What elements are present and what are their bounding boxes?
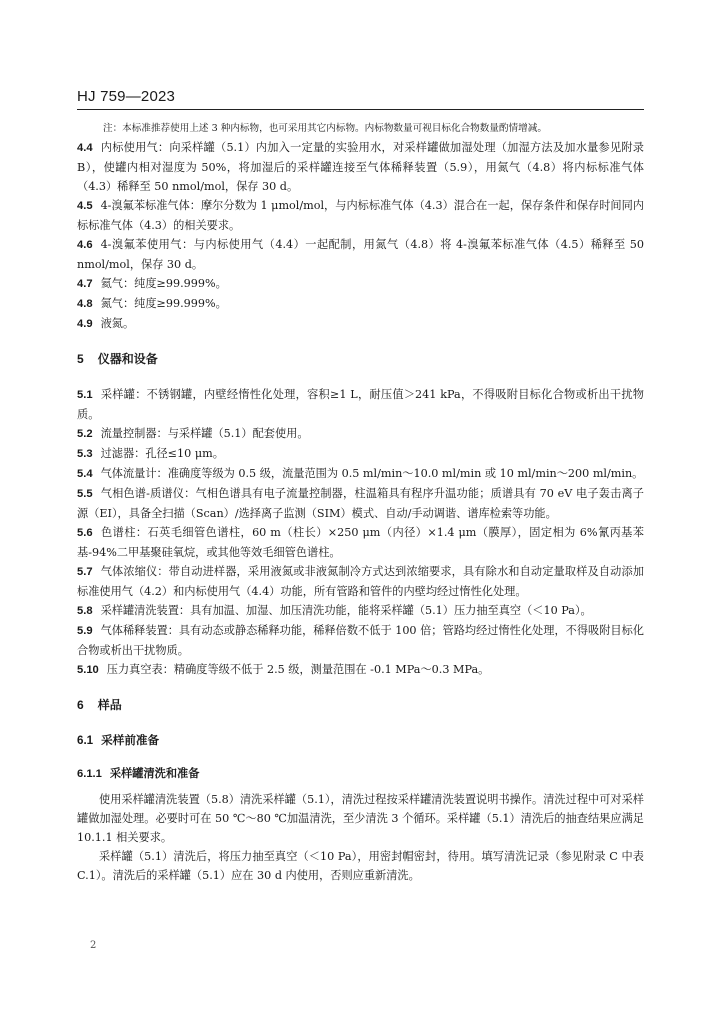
section-6-1-heading: 6.1 采样前准备: [77, 733, 160, 747]
clause-5-5: 5.5 气相色谱-质谱仪：气相色谱具有电子流量控制器，柱温箱具有程序升温功能；质谱具有 70 eV 电子轰击离子源（EI），具备全扫描（Scan）/选择离子监测（SIM）模式、自动/手动调谐、谱库检索等功能。: [77, 487, 644, 520]
clause-4-8: 4.8 氮气：纯度≥99.999%。: [77, 297, 227, 310]
standard-code: HJ 759—2023: [77, 88, 176, 105]
section-6-heading: 6 样品: [77, 698, 122, 712]
clause-5-7: 5.7 气体浓缩仪：带自动进样器，采用液氮或非液氮制冷方式达到浓缩要求，具有除水和自动定量取样及自动添加标准使用气（4.2）和内标使用气（4.4）功能，所有管路和管件的内壁均经过惰性化处理。: [77, 565, 644, 598]
clause-5-2: 5.2 流量控制器：与采样罐（5.1）配套使用。: [77, 427, 309, 440]
section-6-1-1-heading: 6.1.1 采样罐清洗和准备: [77, 767, 200, 780]
clause-4-6: 4.6 4-溴氟苯使用气：与内标使用气（4.4）一起配制，用氮气（4.8）将 4-溴氟苯标准气体（4.5）稀释至 50 nmol/mol，保存 30 d。: [77, 238, 644, 271]
clause-4-9: 4.9 液氮。: [77, 317, 135, 330]
section-5-heading: 5 仪器和设备: [77, 352, 158, 366]
clause-5-3: 5.3 过滤器：孔径≤10 μm。: [77, 447, 224, 460]
page-content: [77, 120, 644, 885]
header-divider: [77, 109, 644, 110]
clause-4-4: 4.4 内标使用气：向采样罐（5.1）内加入一定量的实验用水，对采样罐做加湿处理（加湿方法及加水量参见附录 B），使罐内相对湿度为 50%，将加湿后的采样罐连接至气体稀释装置（5.9），用氮气（4.8）将内标标准气体（4.3）稀释至 50 nmol/mol，保存 30 d。: [77, 141, 644, 193]
clause-4-7: 4.7 氦气：纯度≥99.999%。: [77, 277, 227, 290]
page-number: 2: [90, 940, 97, 951]
clause-4-5: 4.5 4-溴氟苯标准气体：摩尔分数为 1 μmol/mol，与内标标准气体（4.3）混合在一起，保存条件和保存时间同内标标准气体（4.3）的相关要求。: [77, 199, 644, 232]
note-text: 注：本标准推荐使用上述 3 种内标物，也可采用其它内标物。内标物数量可视目标化合物数量酌情增减。: [103, 123, 547, 134]
section-5-clauses: [77, 385, 644, 680]
clause-5-4: 5.4 气体流量计：准确度等级为 0.5 级，流量范围为 0.5 ml/min～10.0 ml/min 或 10 ml/min～200 ml/min。: [77, 467, 644, 480]
paragraph-storage: 采样罐（5.1）清洗后，将压力抽至真空（＜10 Pa），用密封帽密封，待用。填写清洗记录（参见附录 C 中表 C.1）。清洗后的采样罐（5.1）应在 30 d 内使用，否则应重新清洗。: [77, 850, 644, 882]
clause-5-1: 5.1 采样罐：不锈钢罐，内壁经惰性化处理，容积≥1 L，耐压值＞241 kPa，不得吸附目标化合物或析出干扰物质。: [77, 388, 644, 421]
clause-5-6: 5.6 色谱柱：石英毛细管色谱柱，60 m（柱长）×250 μm（内径）×1.4 μm（膜厚），固定相为 6%氰丙基苯基-94%二甲基聚硅氧烷，或其他等效毛细管色谱柱。: [77, 526, 644, 559]
clause-5-8: 5.8 采样罐清洗装置：具有加温、加湿、加压清洗功能，能将采样罐（5.1）压力抽至真空（＜10 Pa）。: [77, 604, 592, 617]
clause-5-10: 5.10 压力真空表：精确度等级不低于 2.5 级，测量范围在 -0.1 MPa～0.3 MPa。: [77, 663, 490, 676]
clause-5-9: 5.9 气体稀释装置：具有动态或静态稀释功能，稀释倍数不低于 100 倍；管路均经过惰性化处理，不得吸附目标化合物或析出干扰物质。: [77, 624, 644, 657]
paragraph-cleaning: 使用采样罐清洗装置（5.8）清洗采样罐（5.1），清洗过程按采样罐清洗装置说明书操作。清洗过程中可对采样罐做加湿处理。必要时可在 50 ℃～80 ℃加温清洗，至少清洗 3 个循环。采样罐（5.1）清洗后的抽查结果应满足 10.1.1 相关要求。: [77, 793, 644, 844]
section-4-clauses: [77, 138, 644, 334]
